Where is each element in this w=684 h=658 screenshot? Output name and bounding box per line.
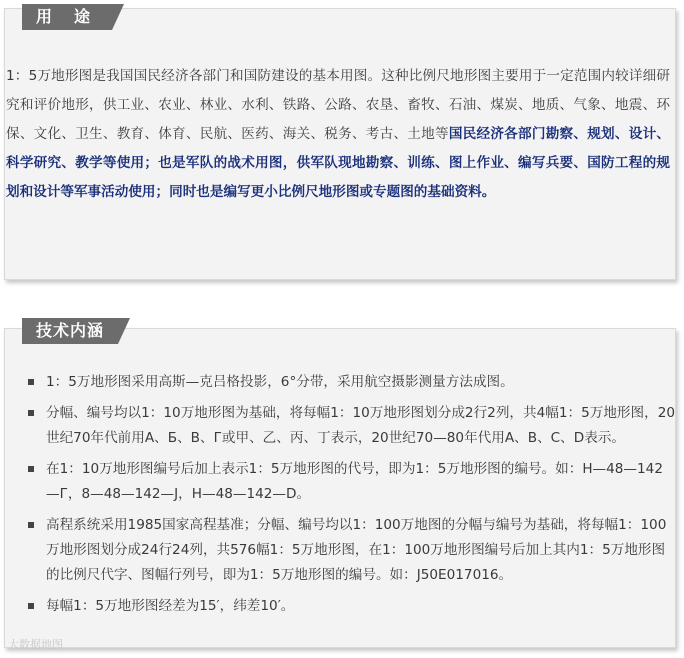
list-item-text: 高程系统采用1985国家高程基准；分幅、编号均以1：100万地图的分幅与编号为基础，将每幅1：100万地形图划分成24行24列，共576幅1：5万地形图，在1：100万地形图编号后加上其内1：5万地形图的比例尺代字、图幅行列号，即为1：5万地形图的编号。如：J50E017016。: [46, 517, 667, 583]
list-item: [26, 401, 676, 451]
bullet-icon: [28, 379, 34, 385]
tech-heading: 技术内涵: [22, 318, 118, 344]
list-item-text: 1：5万地形图采用高斯—克吕格投影，6°分带，采用航空摄影测量方法成图。: [46, 374, 514, 390]
list-item: [26, 594, 676, 619]
tech-list: [26, 370, 676, 625]
bullet-icon: [28, 466, 34, 472]
list-item-text: 每幅1：5万地形图经差为15′，纬差10′。: [46, 598, 295, 614]
bullet-icon: [28, 410, 34, 416]
usage-paragraph-emphasis: 国民经济各部门勘察、规划、设计、科学研究、教学等使用；也是军队的战术用图，供军队现地勘察、训练、图上作业、编写兵要、国防工程的规划和设计等军事活动使用；同时也是编写更小比例尺地形图或专题图的基础资料。: [6, 126, 670, 200]
usage-paragraph: [6, 62, 670, 207]
bullet-icon: [28, 603, 34, 609]
list-item-text: 分幅、编号均以1：10万地形图为基础，将每幅1：10万地形图划分成2行2列，共4幅1：5万地形图，20世纪70年代前用А、Б、В、Г或甲、乙、丙、丁表示，20世纪70—80年代用A、B、C、D表示。: [46, 405, 675, 446]
bullet-icon: [28, 522, 34, 528]
list-item: [26, 513, 676, 588]
list-item-text: 在1：10万地形图编号后加上表示1：5万地形图的代号，即为1：5万地形图的编号。如：H—48—142—Г，8—48—142—J，H—48—142—D。: [46, 461, 663, 502]
list-item: [26, 457, 676, 507]
usage-paragraph-plain: 1：5万地形图是我国国民经济各部门和国防建设的基本用图。这种比例尺地形图主要用于一定范围内较详细研究和评价地形，供工业、农业、林业、水利、铁路、公路、农垦、畜牧、石油、煤炭、地质、气象、地震、环保、文化、卫生、教育、体育、民航、医药、海关、税务、考古、土地等: [6, 68, 670, 142]
usage-heading: 用途: [22, 4, 112, 30]
list-item: [26, 370, 676, 395]
watermark: 大数据地图: [8, 638, 63, 651]
